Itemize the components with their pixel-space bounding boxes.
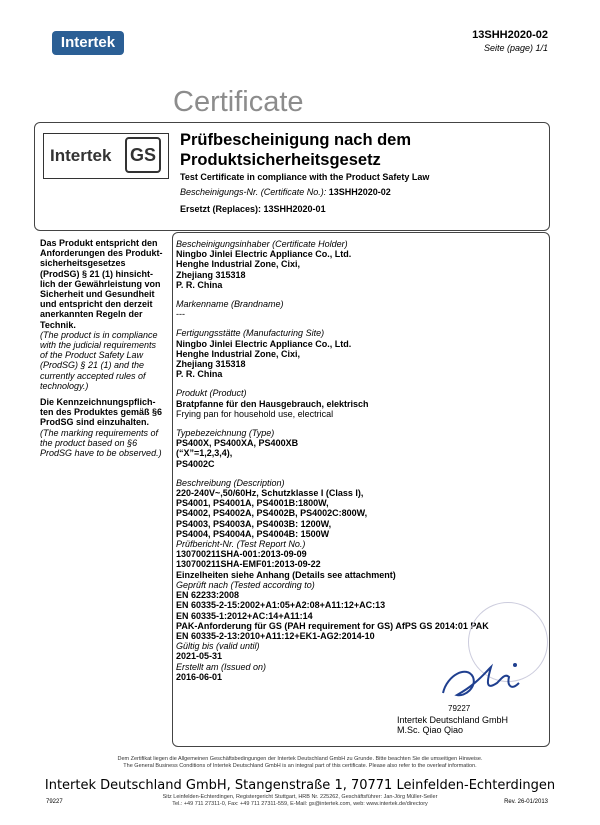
signatory-name: M.Sc. Qiao Qiao	[397, 725, 464, 735]
description-label: Beschreibung (Description)	[176, 477, 285, 488]
certificate-number-header: 13SHH2020-02	[472, 29, 548, 41]
tested-label: Geprüft nach (Tested according to)	[176, 579, 315, 590]
document-title: Certificate	[173, 86, 304, 118]
holder-label: Bescheinigungsinhaber (Certificate Holder)	[176, 239, 348, 249]
product-line: Bratpfanne für den Hausgebrauch, elektrisch	[176, 398, 369, 409]
type-line: (“X”=1,2,3,4),	[176, 448, 233, 459]
text-line: (ProdSG) § 21 (1) hinsicht-	[40, 268, 154, 279]
footer-revision: Rev. 26-01/2013	[504, 799, 548, 805]
type-line: PS4002C	[176, 458, 215, 469]
compliance-statement	[40, 238, 168, 391]
footer-contact: Tel.: +49 711 27311-0, Fax: +49 711 27311-559, E-Mail: gs@intertek.com, web: www.intertek.de/directory	[172, 801, 428, 807]
site-line: Ningbo Jinlei Electric Appliance Co., Ltd.	[176, 338, 352, 349]
compliance-en	[40, 330, 168, 391]
brand-label: Markenname (Brandname)	[176, 299, 284, 310]
certificate-number-row	[180, 187, 391, 197]
site-line: Zhejiang 315318	[176, 359, 246, 370]
text-line: Das Produkt entspricht den	[40, 238, 158, 248]
gs-logo-text: Intertek	[50, 146, 112, 165]
marking-de	[40, 397, 168, 428]
gs-mark-icon: GS	[125, 137, 161, 173]
text-line: currently accepted rules of	[40, 370, 146, 381]
certificate-subtitle: Test Certificate in compliance with the Product Safety Law	[180, 172, 430, 182]
tested-line: EN 60335-1:2012+AC:14+A11:14	[176, 610, 313, 621]
text-line: (The product is in compliance	[40, 329, 158, 340]
text-line: the product based on §6	[40, 437, 138, 448]
report-label: Prüfbericht-Nr. (Test Report No.)	[176, 539, 306, 550]
text-line: und entspricht den derzeit	[40, 299, 153, 310]
site-line: P. R. China	[176, 369, 223, 380]
footer-company: Intertek Deutschland GmbH, Stangenstraße 1, 70771 Leinfelden-Echterdingen	[44, 778, 556, 793]
valid-label: Gültig bis (valid until)	[176, 641, 260, 652]
signature-id: 79227	[448, 704, 471, 713]
text-line: sicherheitsgesetzes	[40, 258, 126, 269]
tested-line: EN 62233:2008	[176, 590, 240, 601]
description-line: PS4003, PS4003A, PS4003B: 1200W,	[176, 518, 332, 529]
text-line: of the Product Safety Law	[40, 350, 144, 361]
footer-registry: Sitz Leinfelden-Echterdingen, Registergericht Stuttgart, HRB Nr. 225262, Geschäftsführer: Jan-Jörg Müller-Seiler	[162, 794, 438, 800]
marking-en	[40, 428, 168, 459]
text-line: with the judicial requirements	[40, 340, 157, 351]
text-line: anerkannten Regeln der	[40, 309, 143, 320]
product-label: Produkt (Product)	[176, 388, 247, 399]
description-line: PS4001, PS4001A, PS4001B:1800W,	[176, 498, 329, 509]
description-line: PS4004, PS4004A, PS4004B: 1500W	[176, 528, 330, 539]
signatory	[397, 715, 508, 735]
intertek-gs-logo	[43, 133, 169, 179]
marking-statement	[40, 397, 168, 458]
tested-line: EN 60335-2-13:2010+A11:12+EK1-AG2:2014-10	[176, 630, 375, 641]
site-label: Fertigungsstätte (Manufacturing Site)	[176, 328, 325, 339]
holder-line: Henghe Industrial Zone, Cixi,	[176, 259, 301, 270]
text-line: (The marking requirements of	[40, 427, 159, 438]
description-line: 220-240V~,50/60Hz, Schutzklasse I (Class I),	[176, 488, 364, 499]
signature-icon	[435, 655, 525, 705]
text-line: ProdSG sind einzuhalten.	[40, 417, 150, 428]
type-line: PS400X, PS400XA, PS400XB	[176, 438, 299, 449]
compliance-de	[40, 238, 168, 330]
text-line: Technik.	[40, 319, 76, 330]
text-line: ProdSG have to be observed.)	[40, 448, 162, 459]
text-line: Sicherheit und Gesundheit	[40, 289, 155, 300]
tested-line: PAK-Anforderung für GS (PAH requirement for GS) AfPS GS 2014:01 PAK	[176, 620, 489, 631]
certificate-heading-line1: Prüfbescheinigung nach dem	[180, 131, 412, 149]
holder-line: Zhejiang 315318	[176, 269, 246, 280]
holder-line: Ningbo Jinlei Electric Appliance Co., Ltd.	[176, 249, 352, 260]
issued-value: 2016-06-01	[176, 671, 223, 682]
footer-note-en: The General Business Conditions of Intertek Deutschland GmbH is an integral part of this certificate. Please also refer to the overleaf information.	[123, 763, 477, 769]
certificate-heading-line2: Produktsicherheitsgesetz	[180, 151, 381, 169]
text-line: technology.)	[40, 380, 89, 391]
text-line: (ProdSG) § 21 (1) and the	[40, 360, 145, 371]
tested-line: EN 60335-2-15:2002+A1:05+A2:08+A11:12+AC:13	[176, 600, 386, 611]
page-indicator: Seite (page) 1/1	[483, 43, 548, 53]
signatory-company: Intertek Deutschland GmbH	[397, 715, 509, 725]
valid-value: 2021-05-31	[176, 651, 223, 662]
issued-label: Erstellt am (Issued on)	[176, 661, 267, 672]
report-line: 130700211SHA-EMF01:2013-09-22	[176, 559, 321, 570]
intertek-logo: Intertek	[52, 31, 124, 55]
report-line: 130700211SHA-001:2013-09-09	[176, 549, 307, 560]
text-line: Anforderungen des Produkt-	[40, 248, 163, 259]
footer-note-de: Dem Zertifikat liegen die Allgemeinen Geschäftsbedingungen der Intertek Deutschland GmbH zu Grunde. Bitte beachten Sie die umseitigen Hinweise.	[117, 756, 483, 762]
certificate-number-value: 13SHH2020-02	[328, 187, 391, 197]
replaces-line: Ersetzt (Replaces): 13SHH2020-01	[180, 204, 326, 214]
text-line: Die Kennzeichnungspflich-	[40, 397, 156, 407]
site-line: Henghe Industrial Zone, Cixi,	[176, 348, 301, 359]
type-label: Typebezeichnung (Type)	[176, 428, 275, 439]
report-line: Einzelheiten siehe Anhang (Details see attachment)	[176, 569, 396, 580]
text-line: lich der Gewährleistung von	[40, 278, 161, 289]
description-line: PS4002, PS4002A, PS4002B, PS4002C:800W,	[176, 508, 368, 519]
product-line: Frying pan for household use, electrical	[176, 408, 334, 419]
holder-line: P. R. China	[176, 279, 223, 290]
text-line: ten des Produktes gemäß §6	[40, 407, 163, 418]
footer-left-code: 79227	[46, 799, 63, 805]
brand-value: ---	[176, 309, 185, 320]
certificate-number-label: Bescheinigungs-Nr. (Certificate No.):	[180, 187, 327, 197]
